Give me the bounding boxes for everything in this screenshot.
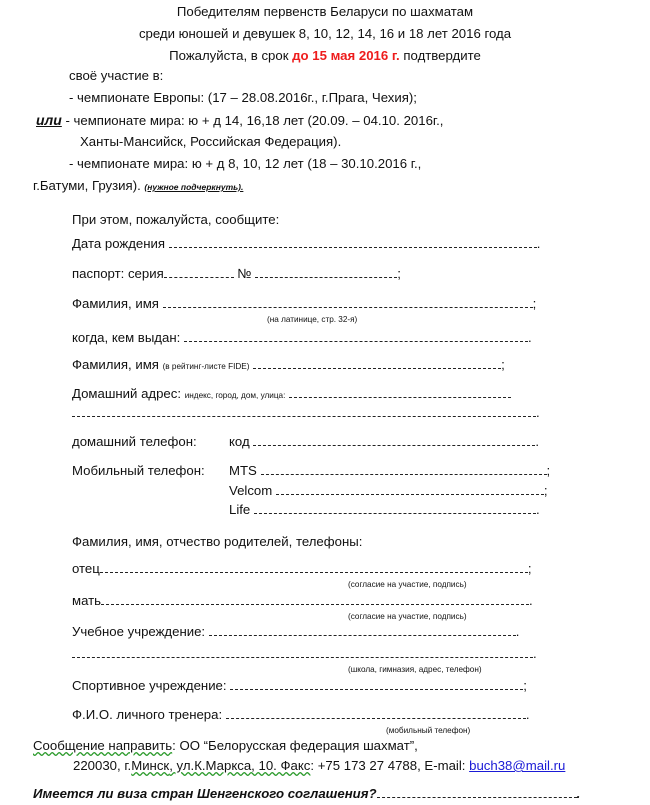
coach-field[interactable] <box>226 707 526 719</box>
address-field-2[interactable] <box>72 405 536 417</box>
event-world-1-cont: Ханты-Мансийск, Российская Федерация). <box>80 134 342 149</box>
address-row-2: . <box>72 405 540 421</box>
or-label: или <box>36 112 62 128</box>
mother-row: мать . <box>72 593 533 608</box>
home-phone-field[interactable] <box>253 434 535 446</box>
fide-row: Фамилия, имя (в рейтинг-листе FIDE) ; <box>72 357 505 372</box>
life-field[interactable] <box>254 502 536 514</box>
addr-pre: 220030, г. <box>73 758 132 773</box>
father-consent-note: (согласие на участие, подпись) <box>348 580 467 589</box>
form-intro: При этом, пожалуйста, сообщите: <box>72 212 280 227</box>
school-label: Учебное учреждение: <box>72 624 206 639</box>
send-to-label: Сообщение направить <box>33 738 173 753</box>
deadline-pre: Пожалуйста, в срок <box>169 48 293 63</box>
passport-series-field[interactable] <box>164 266 234 278</box>
address-row <box>72 386 511 404</box>
life-label: Life <box>229 502 251 517</box>
issued-row: когда, кем выдан: . <box>72 330 532 345</box>
participation-line: своё участие в: <box>69 68 164 83</box>
surname-label: Фамилия, имя <box>72 296 159 311</box>
father-row: отец ; <box>72 561 532 576</box>
home-phone-label: домашний телефон: <box>72 434 197 449</box>
coach-note: (мобильный телефон) <box>386 726 471 735</box>
velcom-label: Velcom <box>229 483 273 498</box>
event-world-1 <box>36 112 443 129</box>
email-link[interactable]: buch38@mail.ru <box>469 758 566 773</box>
addr-mid: , ул.К.Маркса, 10. Факс <box>169 758 311 773</box>
birth-date-row: Дата рождения . <box>72 236 541 251</box>
school-row-2: . <box>72 646 537 662</box>
school-field-2[interactable] <box>72 646 533 658</box>
passport-number-field[interactable] <box>255 266 397 278</box>
surname-field[interactable] <box>163 296 533 308</box>
visa-field[interactable] <box>377 786 577 798</box>
school-note: (школа, гимназия, адрес, телефон) <box>348 665 482 674</box>
mts-field[interactable] <box>261 463 547 475</box>
issued-field[interactable] <box>184 330 528 342</box>
birth-date-label: Дата рождения <box>72 236 166 251</box>
address-note: индекс, город, дом, улица: <box>184 391 286 400</box>
event-world-1-text: - чемпионате мира: ю + д 14, 16,18 лет (20.09. – 04.10. 2016г., <box>61 113 444 128</box>
send-to-org: : ОО “Белорусская федерация шахмат”, <box>172 738 418 753</box>
father-field[interactable] <box>100 561 528 573</box>
home-phone-row: код . <box>229 434 540 449</box>
event-world-2: - чемпионате мира: ю + д 8, 10, 12 лет (18 – 30.10.2016 г., <box>69 156 422 171</box>
surname-row: Фамилия, имя ; <box>72 296 537 311</box>
life-row: Life . <box>229 502 540 517</box>
mobile-phone-label: Мобильный телефон: <box>72 463 205 478</box>
sport-school-label: Спортивное учреждение: <box>72 678 227 693</box>
event-world-2-cont <box>33 178 243 195</box>
address-label: Домашний адрес: <box>72 386 182 401</box>
parents-heading: Фамилия, имя, отчество родителей, телефоны: <box>72 534 363 549</box>
visa-question: Имеется ли виза стран Шенгенского соглашения? <box>33 786 377 801</box>
school-row: Учебное учреждение: . <box>72 624 520 639</box>
event-europe: - чемпионате Европы: (17 – 28.08.2016г., г.Прага, Чехия); <box>69 90 417 105</box>
coach-label: Ф.И.О. личного тренера: <box>72 707 223 722</box>
sport-school-row: Спортивное учреждение: ; <box>72 678 527 693</box>
school-field-1[interactable] <box>209 624 516 636</box>
send-to-line <box>33 738 418 754</box>
birth-date-field[interactable] <box>169 236 537 248</box>
mother-consent-note: (согласие на участие, подпись) <box>348 612 467 621</box>
title-line-1: Победителям первенств Беларуси по шахматам <box>176 4 474 19</box>
underline-note: (нужное подчеркнуть). <box>144 182 244 192</box>
father-label: отец <box>72 561 100 576</box>
mts-row: MTS ; <box>229 463 551 478</box>
fide-field[interactable] <box>253 357 501 369</box>
title-line-2: среди юношей и девушек 8, 10, 12, 14, 16 и 18 лет 2016 года <box>138 26 512 41</box>
fide-label: Фамилия, имя <box>72 357 159 372</box>
passport-number-label: № <box>237 266 252 281</box>
mts-label: MTS <box>229 463 257 478</box>
velcom-row: Velcom ; <box>229 483 548 498</box>
latin-note: (на латинице, стр. 32-я) <box>267 315 358 324</box>
passport-row: паспорт: серия № ; <box>72 266 401 281</box>
velcom-field[interactable] <box>276 483 544 495</box>
addr-post: : +75 173 27 4788, E-mail: <box>310 758 470 773</box>
address-field-1[interactable] <box>289 386 511 398</box>
passport-series-label: паспорт: серия <box>72 266 164 281</box>
coach-row: Ф.И.О. личного тренера: . <box>72 707 530 722</box>
address-line <box>73 758 565 774</box>
mother-label: мать <box>72 593 102 608</box>
issued-label: когда, кем выдан: <box>72 330 181 345</box>
deadline-date: до 15 мая 2016 г. <box>292 48 400 63</box>
event-world-2-cont-text: г.Батуми, Грузия). <box>33 178 145 193</box>
addr-city: Минск <box>131 758 170 773</box>
fide-note: (в рейтинг-листе FIDE) <box>162 362 250 371</box>
deadline-post: подтвердите <box>399 48 481 63</box>
sport-school-field[interactable] <box>230 678 523 690</box>
code-label: код <box>229 434 250 449</box>
deadline-line <box>0 48 650 64</box>
mother-field[interactable] <box>101 593 529 605</box>
visa-row: Имеется ли виза стран Шенгенского соглашения? . <box>33 786 581 801</box>
